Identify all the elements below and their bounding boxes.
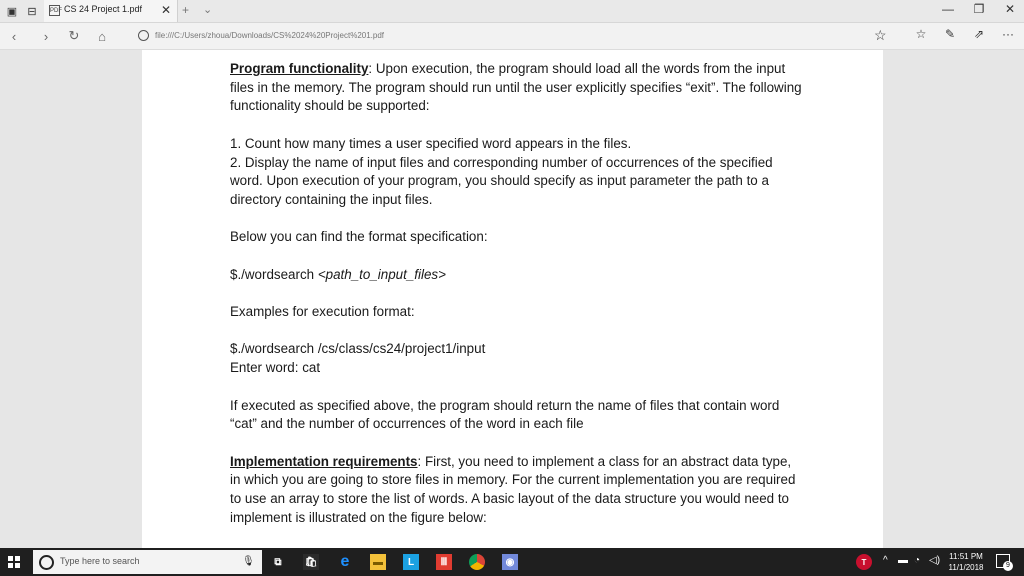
home-icon[interactable]: ⌂ bbox=[98, 28, 106, 44]
format-argument: <path_to_input_files> bbox=[317, 266, 446, 282]
paragraph-functionality bbox=[230, 60, 805, 116]
store-icon[interactable]: 🛍 bbox=[303, 554, 319, 570]
info-icon bbox=[138, 30, 149, 41]
set-aside-tabs-icon[interactable]: ▣ bbox=[6, 5, 18, 18]
chevron-down-icon[interactable]: ⌄ bbox=[203, 4, 213, 16]
file-explorer-icon[interactable]: ▬ bbox=[370, 554, 386, 570]
more-icon[interactable]: ··· bbox=[1002, 27, 1014, 41]
implementation-text: : First, you need to implement a class for an abstract data type, in which you are going to store files in memory. For the current implementation you are required to use an array to store the list of words. A basic layout of the data structure you would need to implement is illustrated on the figure below: bbox=[230, 453, 796, 525]
clock-time: 11:51 PM bbox=[949, 552, 983, 561]
back-icon[interactable]: ‹ bbox=[11, 28, 17, 44]
tab-pdf[interactable] bbox=[44, 0, 178, 22]
wifi-icon[interactable]: ◔ bbox=[914, 555, 921, 566]
share-icon[interactable]: ⇗ bbox=[973, 27, 985, 41]
list-item: 1. Count how many times a user specified word appears in the files. bbox=[230, 135, 632, 151]
taskbar bbox=[0, 548, 1024, 576]
example-command: $./wordsearch /cs/class/cs24/project1/input bbox=[230, 341, 486, 357]
format-intro: Below you can find the format specification: bbox=[230, 229, 488, 245]
web-note-icon[interactable]: ✎ bbox=[944, 27, 956, 41]
paragraph-implementation bbox=[230, 453, 805, 528]
close-window-icon[interactable]: ✕ bbox=[1004, 2, 1016, 16]
battery-icon[interactable]: ▬ bbox=[898, 555, 908, 566]
list-item: 2. Display the name of input files and corresponding number of occurrences of the specified word. Upon execution of your program, you should specify as input parameter the path to a directory containing the input files. bbox=[230, 154, 773, 207]
heading-functionality: Program functionality bbox=[230, 61, 369, 76]
format-command: $./wordsearch bbox=[230, 266, 315, 282]
examples-intro: Examples for execution format: bbox=[230, 304, 415, 320]
minimize-icon[interactable]: — bbox=[942, 2, 954, 16]
forward-icon[interactable]: › bbox=[43, 28, 49, 44]
close-tab-icon[interactable]: ✕ bbox=[161, 3, 172, 17]
functionality-list bbox=[230, 135, 805, 210]
functionality-text: : Upon execution, the program should load all the words from the input files in the memory. The program should run until the user explicitly specifies “exit”. The following functionality should be supported: bbox=[230, 61, 802, 114]
browser-tab-bar bbox=[0, 0, 1024, 23]
address-bar[interactable] bbox=[130, 26, 890, 46]
discord-icon[interactable]: ◉ bbox=[502, 554, 518, 570]
tab-title: CS 24 Project 1.pdf bbox=[64, 4, 143, 14]
cortana-icon bbox=[39, 555, 54, 570]
clock-date: 11/1/2018 bbox=[948, 563, 984, 572]
chrome-icon[interactable] bbox=[469, 554, 485, 570]
app-l-icon[interactable]: L bbox=[403, 554, 419, 570]
pdf-file-icon: PDF bbox=[49, 5, 60, 16]
windows-start-icon[interactable] bbox=[8, 556, 20, 568]
favorite-star-icon[interactable]: ☆ bbox=[874, 27, 887, 43]
tab-preview-icon[interactable]: ⊟ bbox=[27, 5, 37, 18]
taskbar-search-box[interactable] bbox=[33, 550, 262, 574]
pdf-viewer[interactable] bbox=[0, 50, 1024, 548]
page-content bbox=[230, 60, 805, 546]
restore-icon[interactable]: ❐ bbox=[973, 2, 985, 16]
example-block bbox=[230, 340, 805, 377]
volume-icon[interactable]: ◁) bbox=[929, 555, 941, 566]
task-view-icon[interactable]: ⧉ bbox=[274, 556, 282, 568]
example-enter-word: Enter word: cat bbox=[230, 360, 321, 376]
tray-app-icon[interactable]: T bbox=[856, 554, 872, 570]
refresh-icon[interactable]: ↻ bbox=[68, 28, 80, 43]
notification-badge: 9 bbox=[1003, 561, 1013, 571]
search-placeholder: Type here to search bbox=[60, 556, 140, 566]
favorites-list-icon[interactable]: ☆ bbox=[915, 27, 927, 41]
chevron-up-icon[interactable]: ^ bbox=[883, 555, 888, 566]
pdf-page bbox=[142, 50, 883, 548]
clock[interactable] bbox=[944, 551, 988, 573]
new-tab-icon[interactable]: + bbox=[182, 3, 190, 17]
result-paragraph: If executed as specified above, the program should return the name of files that contain word “cat” and the number of occurrences of the word in each file bbox=[230, 397, 780, 432]
heading-implementation: Implementation requirements bbox=[230, 453, 418, 469]
app-red-icon[interactable]: Ⅲ bbox=[436, 554, 452, 570]
microphone-icon[interactable]: 🎙 bbox=[242, 556, 255, 567]
address-toolbar bbox=[0, 23, 1024, 50]
format-spec bbox=[230, 266, 805, 285]
edge-icon[interactable]: e bbox=[340, 553, 350, 570]
url-text[interactable]: file:///C:/Users/zhoua/Downloads/CS%2024%20Project%201.pdf bbox=[155, 31, 385, 40]
